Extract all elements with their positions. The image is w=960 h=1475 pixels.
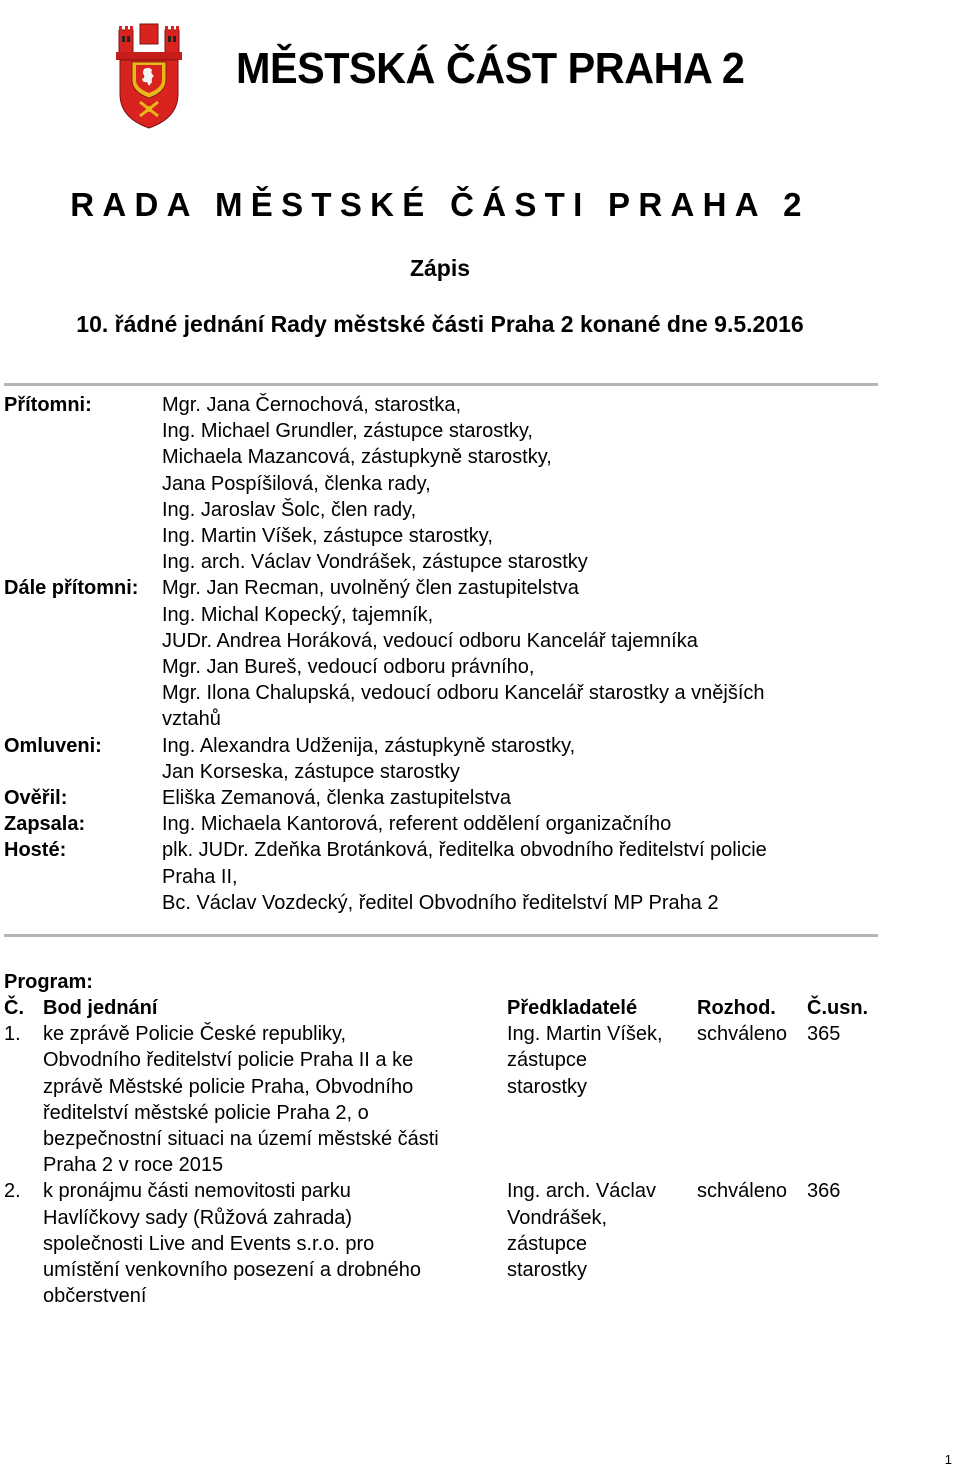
agenda-item <box>43 1021 507 1178</box>
attendee: Jana Pospíšilová, členka rady, <box>162 472 431 495</box>
attendee: Ing. arch. Václav Vondrášek, zástupce starostky <box>162 551 588 574</box>
attendee: plk. JUDr. Zdeňka Brotánková, ředitelka obvodního ředitelství policie <box>162 839 767 862</box>
meeting-heading: 10. řádné jednání Rady městské části Praha 2 konané dne 9.5.2016 <box>76 311 804 337</box>
presenter-line: Vondrášek, <box>507 1206 608 1229</box>
attendance-label: Přítomni: <box>4 394 92 416</box>
attendance-names <box>162 811 671 837</box>
attendee: Jan Korseska, zástupce starostky <box>162 760 460 783</box>
column-header-resolution: Č.usn. <box>807 997 869 1019</box>
column-header-number: Č. <box>4 997 24 1019</box>
agenda-item-line: zprávě Městské policie Praha, Obvodního <box>43 1075 414 1098</box>
document-subtitle: Zápis <box>409 255 471 281</box>
attendance-names <box>162 837 767 916</box>
district-coat-of-arms-logo <box>116 22 182 130</box>
agenda-decision: schváleno <box>697 1023 788 1046</box>
logo-wordmark: MĚSTSKÁ ČÁST PRAHA 2 <box>236 44 745 93</box>
attendee: JUDr. Andrea Horáková, vedoucí odboru Kancelář tajemníka <box>162 629 698 652</box>
divider-top <box>4 383 878 386</box>
agenda-item-line: Obvodního ředitelství policie Praha II a ke <box>43 1049 414 1072</box>
attendance-excused <box>0 733 960 785</box>
page-number: 1 <box>944 1452 952 1467</box>
presenter-line: zástupce <box>507 1232 588 1255</box>
agenda-decision: schváleno <box>697 1180 788 1203</box>
agenda-resolution: 365 <box>807 1023 841 1046</box>
agenda-header-row <box>4 995 880 1021</box>
column-header-item: Bod jednání <box>43 997 158 1019</box>
agenda-number: 2. <box>4 1180 21 1203</box>
presenter-line: Ing. Martin Víšek, <box>507 1023 663 1046</box>
attendee: Michaela Mazancová, zástupkyně starostky, <box>162 446 552 469</box>
program-heading: Program: <box>4 971 93 993</box>
attendance-label: Hosté: <box>4 839 67 862</box>
attendee: Ing. Martin Víšek, zástupce starostky, <box>162 525 493 548</box>
agenda-presenter <box>507 1178 697 1309</box>
attendance-present <box>0 392 960 575</box>
agenda-item-line: k pronájmu části nemovitosti parku <box>43 1180 351 1203</box>
attendee: Ing. Michal Kopecký, tajemník, <box>162 603 434 626</box>
attendance-label: Ověřil: <box>4 787 68 810</box>
attendance-label: Zapsala: <box>4 813 86 836</box>
agenda-number: 1. <box>4 1023 21 1046</box>
attendee: vztahů <box>162 708 221 731</box>
agenda-item <box>43 1178 507 1309</box>
agenda-item-line: ředitelství městské policie Praha 2, o <box>43 1101 369 1124</box>
agenda-resolution: 366 <box>807 1180 841 1203</box>
attendance-label: Dále přítomni: <box>4 577 139 600</box>
agenda-item-line: společnosti Live and Events s.r.o. pro <box>43 1232 375 1255</box>
agenda-item-line: Praha 2 v roce 2015 <box>43 1154 224 1177</box>
column-header-presenter: Předkladatelé <box>507 997 638 1019</box>
presenter-line: Ing. arch. Václav <box>507 1180 656 1203</box>
agenda-presenter <box>507 1021 697 1178</box>
attendance-verified <box>0 785 960 811</box>
attendee: Ing. Alexandra Udženija, zástupkyně starostky, <box>162 734 576 757</box>
attendee: Ing. Michael Grundler, zástupce starostky, <box>162 420 533 443</box>
agenda-item-line: ke zprávě Policie České republiky, <box>43 1023 347 1046</box>
agenda-item-line: občerstvení <box>43 1285 147 1308</box>
document-title: RADA MĚSTSKÉ ČÁSTI PRAHA 2 <box>70 186 810 223</box>
attendance-names <box>162 785 511 811</box>
presenter-line: zástupce <box>507 1049 588 1072</box>
agenda-row <box>4 1021 880 1178</box>
agenda-item-line: Havlíčkovy sady (Růžová zahrada) <box>43 1206 353 1229</box>
attendee: Eliška Zemanová, členka zastupitelstva <box>162 787 512 810</box>
attendance-names <box>162 733 575 785</box>
attendee: Mgr. Jan Recman, uvolněný člen zastupitelstva <box>162 577 579 600</box>
attendee: Bc. Václav Vozdecký, ředitel Obvodního ředitelství MP Praha 2 <box>162 891 719 914</box>
attendance-names <box>162 575 765 732</box>
column-header-decision: Rozhod. <box>697 997 776 1019</box>
attendee: Mgr. Jana Černochová, starostka, <box>162 394 462 416</box>
agenda-table <box>4 995 880 1309</box>
attendance-recorded-by <box>0 811 960 837</box>
attendance-section <box>0 392 960 916</box>
attendance-guests <box>0 837 960 916</box>
attendee: Mgr. Ilona Chalupská, vedoucí odboru Kancelář starostky a vnějších <box>162 682 765 705</box>
agenda-row <box>4 1178 880 1309</box>
agenda-item-line: bezpečnostní situaci na území městské části <box>43 1128 439 1151</box>
attendance-label: Omluveni: <box>4 734 102 757</box>
attendee: Mgr. Jan Bureš, vedoucí odboru právního, <box>162 656 535 679</box>
presenter-line: starostky <box>507 1259 588 1282</box>
presenter-line: starostky <box>507 1075 588 1098</box>
attendee: Ing. Jaroslav Šolc, člen rady, <box>162 498 417 521</box>
attendee: Ing. Michaela Kantorová, referent oddělení organizačního <box>162 813 672 836</box>
attendance-names <box>162 392 588 575</box>
divider-bottom <box>4 934 878 937</box>
attendee: Praha II, <box>162 865 238 888</box>
attendance-also-present <box>0 575 960 732</box>
agenda-item-line: umístění venkovního posezení a drobného <box>43 1259 422 1282</box>
